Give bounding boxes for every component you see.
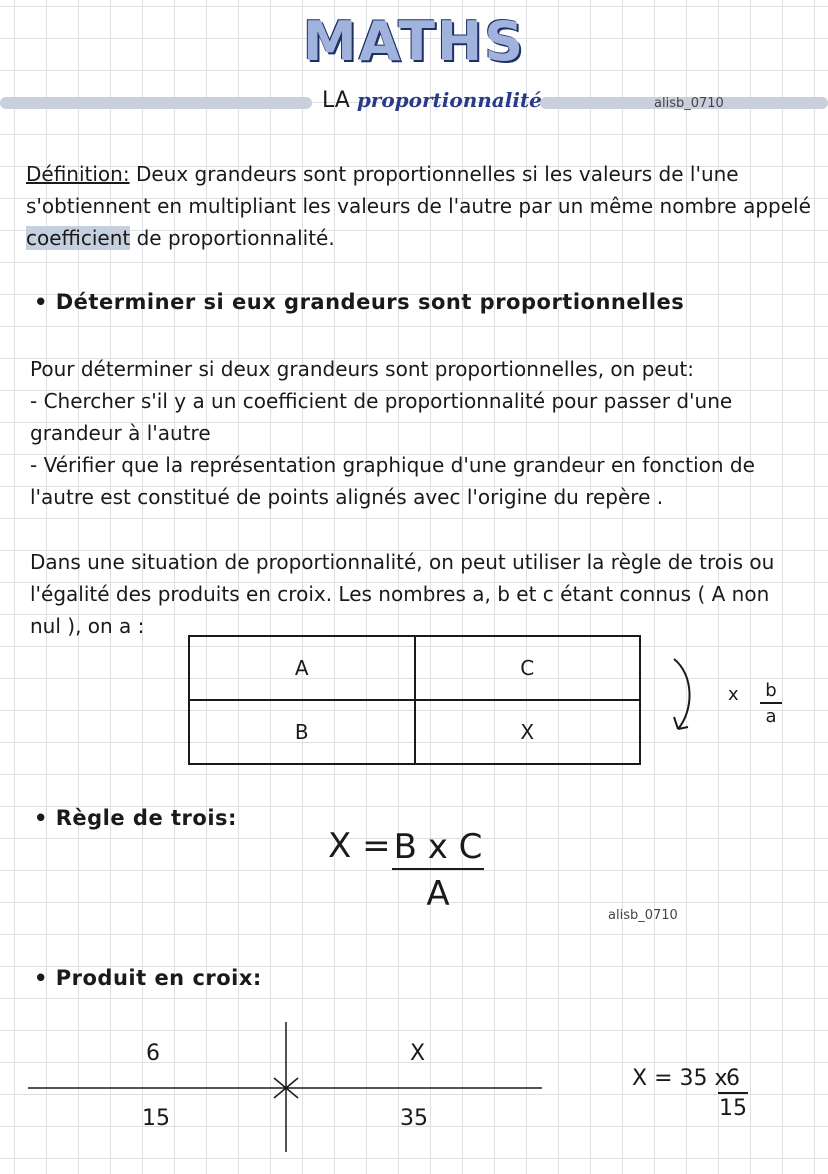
section1-line: - Vérifier que la représentation graphique d'une grandeur en fonction de — [30, 453, 755, 477]
section-heading-determine: • Déterminer si eux grandeurs sont proportionnelles — [34, 290, 685, 314]
section1-line: grandeur à l'autre — [30, 421, 211, 445]
page-subtitle — [322, 88, 542, 113]
subtitle-prefix: LA — [322, 88, 350, 113]
definition-keyword: coefficient — [26, 226, 131, 250]
multiplier-numerator: b — [760, 680, 782, 704]
table-cell-b: B — [189, 700, 415, 764]
section2-body — [30, 546, 774, 642]
section1-line: Pour déterminer si deux grandeurs sont proportionnelles, on peut: — [30, 357, 694, 381]
section1-line: l'autre est constitué de points alignés avec l'origine du repère . — [30, 485, 664, 509]
proportion-table — [188, 635, 641, 765]
section-heading-rule-of-three: • Règle de trois: — [34, 806, 237, 830]
table-cell-a: A — [189, 636, 415, 700]
subtitle-topic: proportionnalité — [356, 88, 542, 112]
cross-product-diagram — [20, 1020, 550, 1155]
section2-line: Dans une situation de proportionnalité, on peut utiliser la règle de trois ou — [30, 550, 775, 574]
section2-line: nul ), on a : — [30, 614, 145, 638]
table-cell-c: C — [415, 636, 641, 700]
formula-denominator: A — [426, 874, 450, 914]
section1-line: - Chercher s'il y a un coefficient de proportionnalité pour passer d'une — [30, 389, 733, 413]
table-cell-x: X — [415, 700, 641, 764]
definition-line3: de proportionnalité. — [130, 226, 335, 250]
author-credit: alisb_0710 — [654, 96, 724, 111]
cross-result-lhs: X = 35 x — [632, 1066, 728, 1091]
section1-body — [30, 353, 755, 513]
header-band-left — [0, 97, 312, 109]
section2-line: l'égalité des produits en croix. Les nombres a, b et c étant connus ( A non — [30, 582, 770, 606]
multiplier-denominator: a — [765, 706, 777, 727]
curved-arrow-icon — [664, 655, 704, 737]
definition-label: Définition: — [26, 162, 130, 186]
cross-result-denominator: 15 — [719, 1096, 747, 1121]
cross-top-left: 6 — [146, 1041, 160, 1066]
cross-result-numerator: 6 — [718, 1066, 748, 1094]
definition-line1: Deux grandeurs sont proportionnelles si les valeurs de l'une — [129, 162, 739, 186]
formula-numerator: B x C — [392, 826, 484, 870]
page-title: MATHS — [302, 10, 526, 73]
author-credit: alisb_0710 — [608, 908, 678, 923]
definition-line2: s'obtiennent en multipliant les valeurs de l'autre par un même nombre appelé — [26, 194, 811, 218]
cross-bottom-right: 35 — [400, 1106, 428, 1131]
cross-bottom-left: 15 — [142, 1106, 170, 1131]
multiplier-sign: x — [728, 684, 739, 705]
formula-lhs: X = — [328, 826, 391, 866]
section-heading-cross-product: • Produit en croix: — [34, 966, 262, 990]
definition-block — [26, 158, 811, 254]
cross-top-right: X — [410, 1041, 426, 1066]
